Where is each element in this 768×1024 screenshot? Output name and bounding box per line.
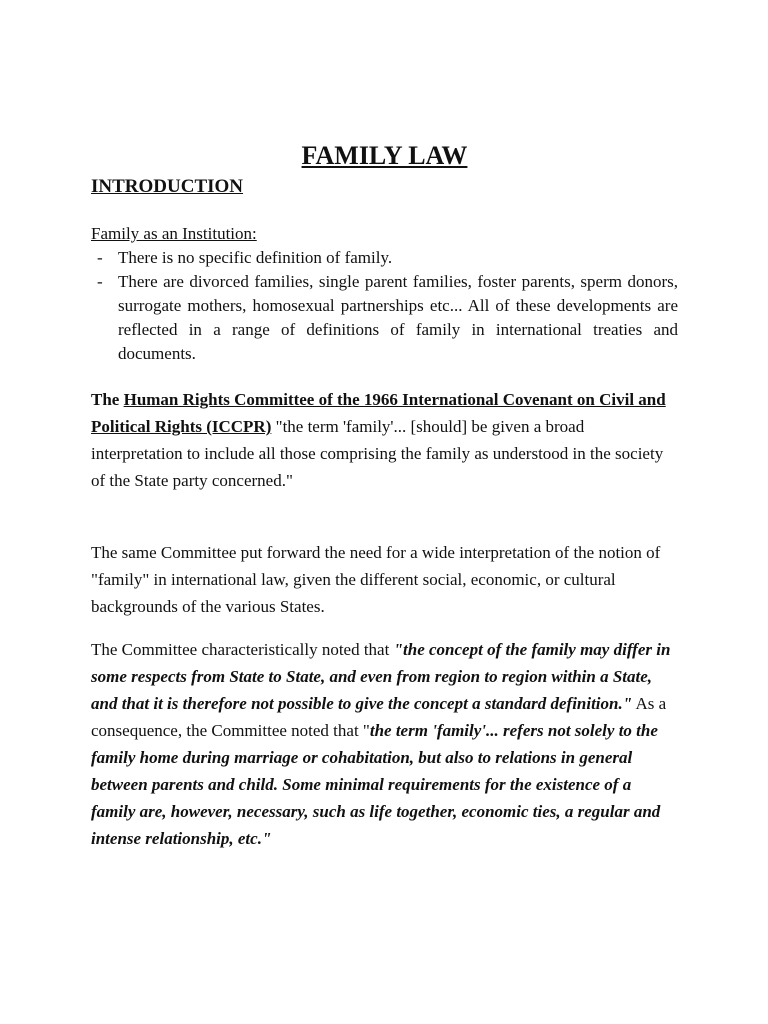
list-item <box>91 270 678 366</box>
committee-quote: "the term 'family'... [should] be given a broad interpretation to include all those comprising the family as understood in the society of the State party concerned." <box>91 417 664 490</box>
document-page <box>91 138 678 852</box>
list-item-text: There are divorced families, single parent families, foster parents, sperm donors, surrogate mothers, homosexual partnerships etc... All of these developments are reflected in a range of definitions of family in international treaties and documents. <box>118 272 678 363</box>
bullet-dash: - <box>97 248 103 267</box>
concept-paragraph <box>91 636 678 852</box>
committee-paragraph <box>91 386 678 494</box>
list-item-text: There is no specific definition of family. <box>118 248 393 267</box>
list-item <box>91 246 678 270</box>
concept-quote-2: the term 'family'... refers not solely to the family home during marriage or cohabitation, but also to relations in general between parents and child. Some minimal requirements for the existence of a family are, however, necessary, such as life together, economic ties, a regular and intense relationship, etc." <box>91 721 661 848</box>
institution-label: Family as an Institution: <box>91 224 257 243</box>
concept-lead: The Committee characteristically noted that <box>91 640 394 659</box>
concept-middle: As a consequence, the Committee noted that " <box>91 694 667 740</box>
same-committee-paragraph: The same Committee put forward the need for a wide interpretation of the notion of "family" in international law, given the different social, economic, or cultural backgrounds of the various States. <box>91 543 661 616</box>
committee-name: Human Rights Committee of the 1966 International Covenant on Civil and Political Rights (ICCPR) <box>91 390 666 436</box>
committee-lead: The <box>91 390 124 409</box>
introduction-heading: INTRODUCTION <box>91 176 244 197</box>
concept-quote-1: "the concept of the family may differ in some respects from State to State, and even from region to region within a State, and that it is therefore not possible to give the concept a standard definition." <box>91 640 671 713</box>
bullet-dash: - <box>97 272 103 291</box>
definition-list <box>91 246 678 366</box>
document-title: FAMILY LAW <box>301 141 468 170</box>
